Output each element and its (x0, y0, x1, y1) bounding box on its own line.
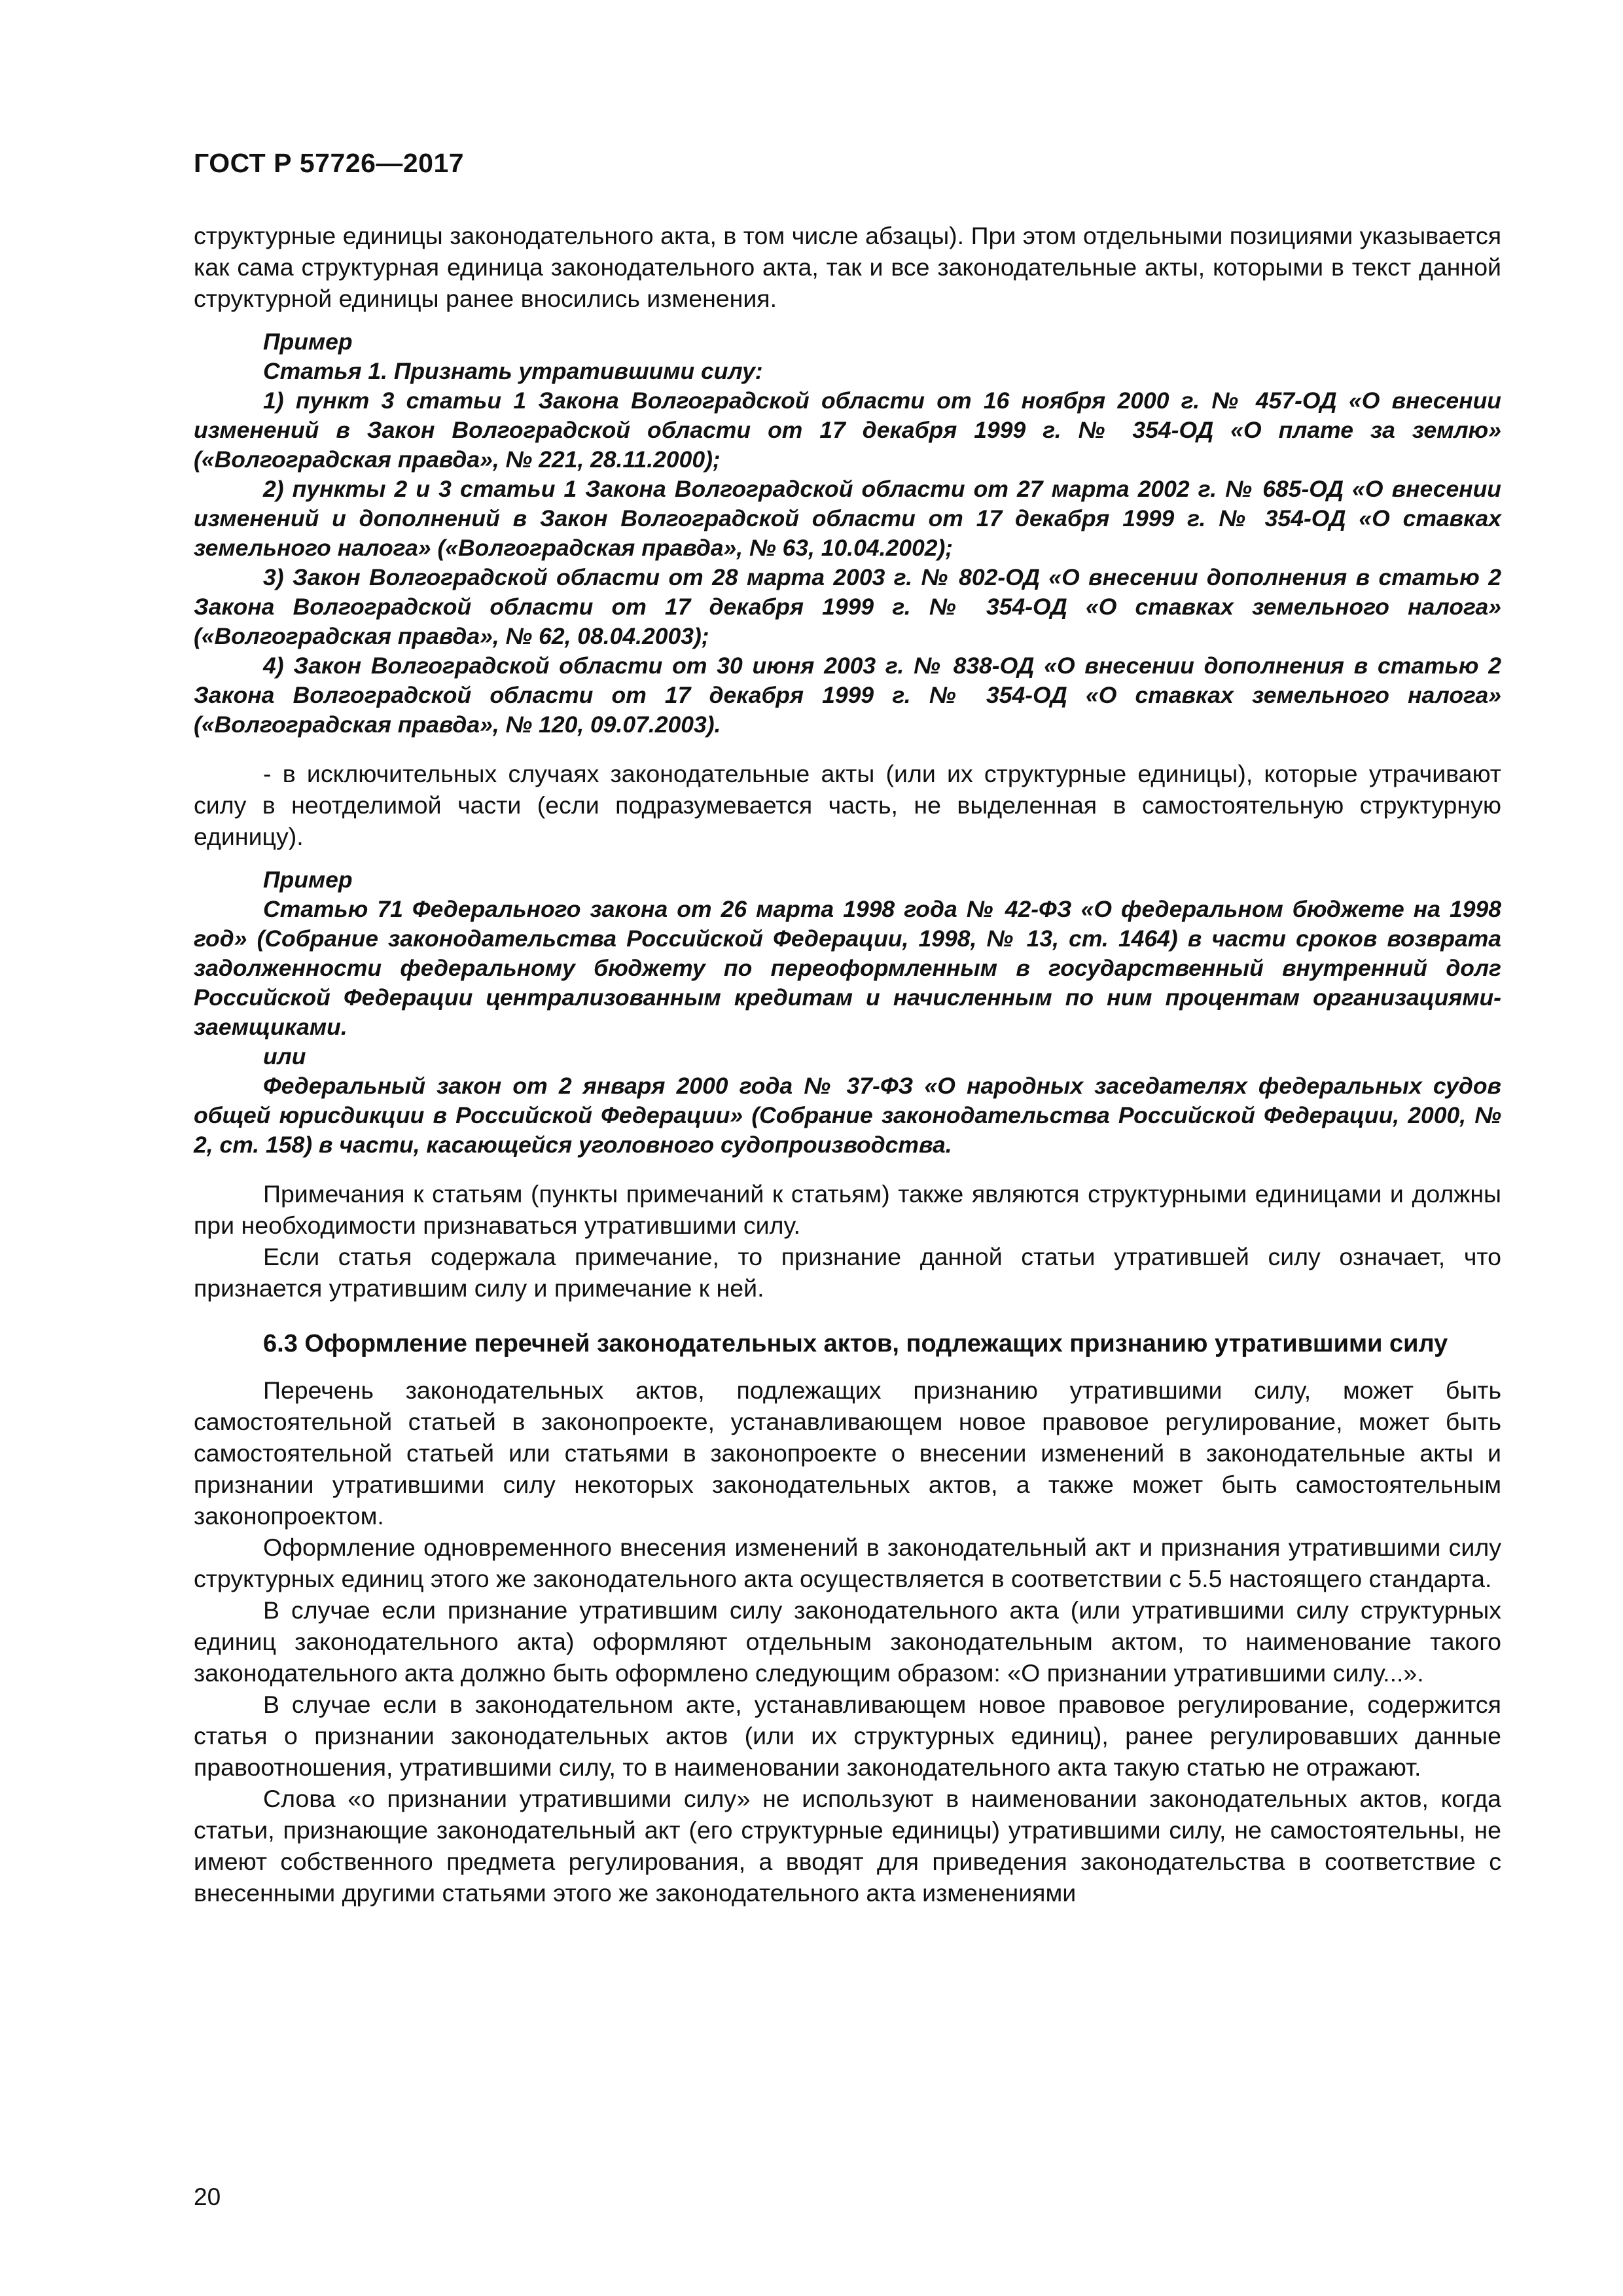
paragraph: структурные единицы законодательного акта, в том числе абзацы). При этом отдельными позициями указывается как сама структурная единица законодательного акта, так и все законодательные акты, которыми в текст данной структурной единицы ранее вносились изменения. (194, 222, 1501, 312)
example-text: Статью 71 Федерального закона от 26 марта 1998 года № 42-ФЗ «О федеральном бюджете на 1998 год» (Собрание законодательства Российской Федерации, 1998, № 13, ст. 1464) в части сроков возврата задолженности федеральному бюджету по переоформленным в государственный внутренний долг Российской Федерации централизованным кредитам и начисленным по ним процентам организациями-заемщиками. (194, 896, 1501, 1040)
section-title: 6.3 Оформление перечней законодательных актов, подлежащих признанию утратившими силу (263, 1330, 1448, 1357)
paragraph: Перечень законодательных актов, подлежащих признанию утратившими силу, может быть самостоятельной статьей в законопроекте, устанавливающем новое правовое регулирование, может быть самостоятельной статьей или статьями в законопроекте о внесении изменений в законодательные акты и признании утратившими силу некоторых законодательных актов, а также может быть самостоятельным законопроектом. (194, 1376, 1501, 1530)
example-or: или (263, 1043, 306, 1069)
paragraph: - в исключительных случаях законодательные акты (или их структурные единицы), которые утрачивают силу в неотделимой части (если подразумевается часть, не выделенная в самостоятельную структурную единицу). (194, 760, 1501, 850)
example-item: 2) пункты 2 и 3 статьи 1 Закона Волгоградской области от 27 марта 2002 г. № 685-ОД «О внесении изменений и дополнений в Закон Волгоградской области от 17 декабря 1999 г. № 354-ОД «О ставках земельного налога» («Волгоградская правда», № 63, 10.04.2002); (194, 476, 1501, 561)
standard-header: ГОСТ Р 57726—2017 (194, 148, 465, 178)
example-item: 1) пункт 3 статьи 1 Закона Волгоградской области от 16 ноября 2000 г. № 457-ОД «О внесении изменений в Закон Волгоградской области от 17 декабря 1999 г. № 354-ОД «О плате за землю» («Волгоградская правда», № 221, 28.11.2000); (194, 387, 1501, 473)
paragraph: В случае если признание утратившим силу законодательного акта (или утратившими силу структурных единиц законодательного акта) оформляют отдельным законодательным актом, то наименование такого законодательного акта должно быть оформлено следующим образом: «О признании утратившими силу...». (194, 1596, 1501, 1687)
paragraph: В случае если в законодательном акте, устанавливающем новое правовое регулирование, содержится статья о признании законодательных актов (или их структурных единиц), ранее регулировавших данные правоотношения, утратившими силу, то в наименовании законодательного акта такую статью не отражают. (194, 1691, 1501, 1781)
example-title: Статья 1. Признать утратившими силу: (263, 358, 763, 384)
paragraph: Примечания к статьям (пункты примечаний к статьям) также являются структурными единицами и должны при необходимости признаваться утратившими силу. (194, 1180, 1501, 1239)
example-block (194, 327, 1501, 740)
example-label: Пример (263, 329, 353, 355)
example-text: Федеральный закон от 2 января 2000 года № 37-ФЗ «О народных заседателях федеральных судов общей юрисдикции в Российской Федерации» (Собрание законодательства Российской Федерации, 2000, № 2, ст. 158) в части, касающейся уголовного судопроизводства. (194, 1073, 1501, 1158)
example-block (194, 865, 1501, 1160)
paragraph: Оформление одновременного внесения изменений в законодательный акт и признания утратившими силу структурных единиц этого же законодательного акта осуществляется в соответствии с 5.5 настоящего стандарта. (194, 1534, 1501, 1592)
paragraph: Если статья содержала примечание, то признание данной статьи утратившей силу означает, что признается утратившим силу и примечание к ней. (194, 1243, 1501, 1302)
example-label: Пример (263, 867, 353, 893)
page-number: 20 (194, 2183, 221, 2210)
paragraph: Слова «о признании утратившими силу» не используют в наименовании законодательных актов, когда статьи, признающие законодательный акт (его структурные единицы) утратившими силу, не самостоятельны, не имеют собственного предмета регулирования, а вводят для приведения законодательства в соответствие с внесенными другими статьями этого же законодательного акта изменениями (194, 1785, 1501, 1907)
example-item: 3) Закон Волгоградской области от 28 марта 2003 г. № 802-ОД «О внесении дополнения в статью 2 Закона Волгоградской области от 17 декабря 1999 г. № 354-ОД «О ставках земельного налога» («Волгоградская правда», № 62, 08.04.2003); (194, 564, 1501, 649)
example-item: 4) Закон Волгоградской области от 30 июня 2003 г. № 838-ОД «О внесении дополнения в статью 2 Закона Волгоградской области от 17 декабря 1999 г. № 354-ОД «О ставках земельного налога» («Волгоградская правда», № 120, 09.07.2003). (194, 653, 1501, 738)
page-body (194, 220, 1501, 1909)
